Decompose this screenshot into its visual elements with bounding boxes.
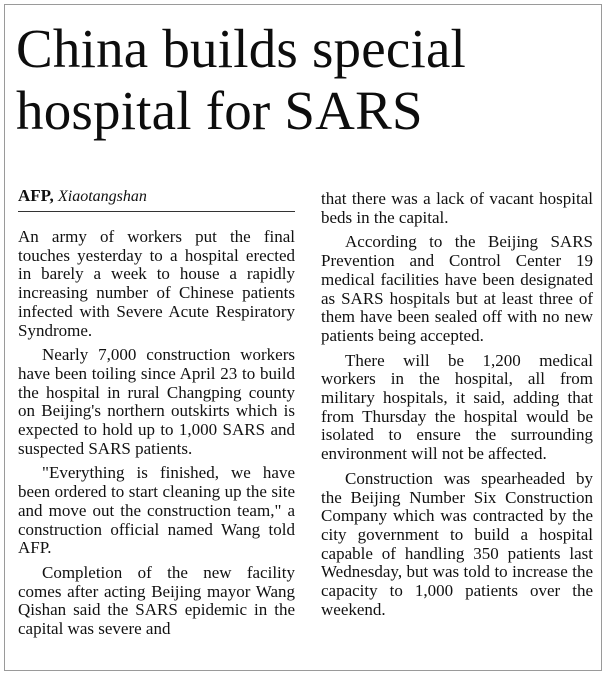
paragraph-left-1: An army of workers put the final touches yesterday to a hospital erected in barely a week to house a rapidly increasing number of Chinese patients infected with Severe Acute Respiratory Syndrome. — [18, 227, 295, 340]
paragraph-left-3: "Everything is finished, we have been ordered to start cleaning up the site and move out the construction team," a construction official named Wang told AFP. — [18, 463, 295, 558]
byline-place: Xiaotangshan — [58, 188, 147, 205]
paragraph-right-3: There will be 1,200 medical workers in the hospital, all from military hospitals, it said, adding that from Thursday the hospital would be isolated to ensure the surrounding environment will not be affected. — [321, 350, 593, 464]
article-column-left — [18, 228, 295, 647]
paragraph-right-1: that there was a lack of vacant hospital beds in the capital. — [321, 189, 593, 227]
byline-agency: AFP, — [18, 186, 54, 205]
byline-divider — [18, 211, 295, 212]
headline-line-1: China builds special — [16, 18, 467, 79]
paragraph-left-4: Completion of the new facility comes after acting Beijing mayor Wang Qishan said the SARS epidemic in the capital was severe and — [18, 562, 295, 639]
article-column-right — [321, 190, 593, 627]
headline-line-2: hospital for SARS — [16, 80, 423, 141]
paragraph-right-2: According to the Beijing SARS Prevention and Control Center 19 medical facilities have been designated as SARS hospitals but at least three of them have been sealed off with no new patients being accepted. — [321, 232, 593, 345]
paragraph-right-4: Construction was spearheaded by the Beijing Number Six Construction Company which was contracted by the city government to build a hospital capable of handling 350 patients last Wednesday, but was told to increase the capacity to 1,000 patients over the weekend. — [321, 468, 593, 619]
headline — [16, 18, 596, 142]
paragraph-left-2: Nearly 7,000 construction workers have been toiling since April 23 to build the hospital in rural Changping county on Beijing's northern outskirts which is expected to hold up to 1,000 SARS and suspected SARS patients. — [18, 345, 295, 458]
byline — [18, 186, 295, 212]
